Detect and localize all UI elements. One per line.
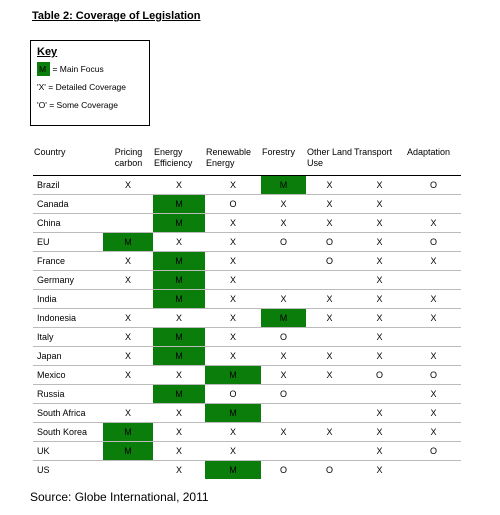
coverage-cell	[406, 195, 461, 214]
coverage-cell: O	[406, 176, 461, 195]
table-row	[33, 252, 461, 271]
table-row	[33, 328, 461, 347]
country-cell: Brazil	[33, 176, 103, 195]
key-main-focus	[37, 62, 149, 80]
coverage-cell: X	[153, 366, 205, 385]
country-cell: Italy	[33, 328, 103, 347]
source-note: Source: Globe International, 2011	[30, 490, 209, 504]
coverage-cell	[261, 442, 306, 461]
coverage-cell: M	[205, 404, 261, 423]
table-row	[33, 195, 461, 214]
coverage-cell	[103, 385, 153, 404]
coverage-cell: X	[261, 366, 306, 385]
coverage-cell: M	[153, 214, 205, 233]
coverage-cell: X	[306, 195, 353, 214]
coverage-cell	[103, 195, 153, 214]
coverage-cell: X	[353, 176, 406, 195]
col-header-renewable-energy: Renewable Energy	[205, 147, 261, 176]
coverage-cell: X	[103, 328, 153, 347]
col-header-energy-efficiency: Energy Efficiency	[153, 147, 205, 176]
col-header-pricing-carbon: Pricing carbon	[103, 147, 153, 176]
coverage-cell: X	[205, 423, 261, 442]
coverage-cell	[261, 252, 306, 271]
coverage-cell: X	[353, 195, 406, 214]
coverage-cell: X	[353, 233, 406, 252]
coverage-cell: M	[153, 195, 205, 214]
coverage-cell	[406, 328, 461, 347]
coverage-cell: O	[261, 385, 306, 404]
coverage-cell: O	[406, 442, 461, 461]
coverage-cell: M	[103, 442, 153, 461]
coverage-cell: X	[103, 404, 153, 423]
coverage-cell: X	[205, 347, 261, 366]
country-cell: Germany	[33, 271, 103, 290]
coverage-cell	[261, 271, 306, 290]
coverage-cell: X	[353, 404, 406, 423]
coverage-cell: X	[353, 328, 406, 347]
coverage-cell: X	[306, 366, 353, 385]
coverage-cell: O	[261, 233, 306, 252]
coverage-cell: M	[103, 423, 153, 442]
country-cell: Indonesia	[33, 309, 103, 328]
coverage-cell: X	[205, 442, 261, 461]
col-header-transport: Transport	[353, 147, 406, 176]
coverage-cell: X	[205, 176, 261, 195]
country-cell: Canada	[33, 195, 103, 214]
coverage-cell: X	[353, 442, 406, 461]
coverage-cell: X	[261, 423, 306, 442]
coverage-cell: X	[406, 423, 461, 442]
col-header-other-land-use: Other Land Use	[306, 147, 353, 176]
coverage-cell: X	[406, 214, 461, 233]
coverage-cell: X	[103, 252, 153, 271]
country-cell: Mexico	[33, 366, 103, 385]
country-cell: South Africa	[33, 404, 103, 423]
coverage-cell	[103, 214, 153, 233]
coverage-cell: X	[353, 347, 406, 366]
coverage-cell: X	[406, 404, 461, 423]
coverage-cell: X	[406, 347, 461, 366]
coverage-cell: X	[353, 423, 406, 442]
table-row	[33, 385, 461, 404]
coverage-cell: X	[261, 214, 306, 233]
coverage-cell: X	[103, 271, 153, 290]
country-cell: Japan	[33, 347, 103, 366]
coverage-cell: X	[153, 442, 205, 461]
coverage-cell: X	[205, 214, 261, 233]
coverage-cell: X	[261, 347, 306, 366]
coverage-cell: X	[205, 328, 261, 347]
main-focus-swatch: M	[37, 62, 50, 76]
coverage-cell	[306, 328, 353, 347]
coverage-cell: O	[261, 328, 306, 347]
coverage-cell: M	[153, 252, 205, 271]
country-cell: EU	[33, 233, 103, 252]
coverage-cell: X	[153, 233, 205, 252]
country-cell: UK	[33, 442, 103, 461]
coverage-cell: X	[153, 404, 205, 423]
coverage-cell: X	[205, 233, 261, 252]
coverage-cell	[306, 442, 353, 461]
coverage-cell: X	[103, 309, 153, 328]
coverage-cell: M	[261, 176, 306, 195]
country-cell: South Korea	[33, 423, 103, 442]
country-cell: India	[33, 290, 103, 309]
table-row	[33, 347, 461, 366]
table-row	[33, 290, 461, 309]
coverage-cell: X	[153, 176, 205, 195]
coverage-cell: X	[205, 271, 261, 290]
coverage-cell: M	[153, 271, 205, 290]
coverage-cell: M	[103, 233, 153, 252]
coverage-cell: X	[153, 423, 205, 442]
country-cell: France	[33, 252, 103, 271]
table-row	[33, 309, 461, 328]
coverage-cell: X	[406, 290, 461, 309]
coverage-cell: X	[261, 195, 306, 214]
key-box	[30, 40, 150, 126]
coverage-cell	[306, 271, 353, 290]
coverage-cell: O	[353, 366, 406, 385]
key-title: Key	[37, 46, 58, 58]
coverage-cell: X	[406, 252, 461, 271]
coverage-cell: X	[103, 366, 153, 385]
coverage-cell: O	[205, 195, 261, 214]
coverage-cell	[103, 290, 153, 309]
table-row	[33, 404, 461, 423]
coverage-cell: O	[306, 233, 353, 252]
coverage-cell: X	[306, 423, 353, 442]
header-row	[33, 147, 461, 176]
coverage-cell	[103, 461, 153, 480]
coverage-cell: O	[279, 465, 287, 475]
table-body	[33, 176, 461, 480]
coverage-cell: X	[103, 176, 153, 195]
coverage-cell: X	[353, 309, 406, 328]
table-title: Table 2: Coverage of Legislation	[32, 10, 201, 22]
coverage-cell: O	[406, 233, 461, 252]
coverage-cell: X	[205, 290, 261, 309]
coverage-cell: X	[306, 176, 353, 195]
coverage-cell: X	[261, 290, 306, 309]
coverage-cell: X	[103, 347, 153, 366]
table-row	[33, 214, 461, 233]
coverage-cell: M	[205, 366, 261, 385]
coverage-cell: O	[306, 252, 353, 271]
coverage-cell	[353, 385, 406, 404]
coverage-cell	[261, 404, 306, 423]
coverage-cell: M	[153, 290, 205, 309]
coverage-cell	[306, 404, 353, 423]
col-header-forestry: Forestry	[261, 147, 306, 176]
table-row	[33, 271, 461, 290]
coverage-cell: X	[353, 271, 406, 290]
coverage-cell: X	[205, 309, 261, 328]
coverage-cell: O	[406, 366, 461, 385]
coverage-table	[33, 147, 461, 479]
country-cell: US	[37, 465, 50, 475]
key-detailed: 'X' = Detailed Coverage	[37, 82, 127, 92]
coverage-cell: X	[205, 252, 261, 271]
coverage-cell: X	[306, 347, 353, 366]
coverage-cell: X	[306, 309, 353, 328]
table-row	[33, 233, 461, 252]
coverage-cell: M	[205, 461, 261, 480]
coverage-cell: X	[175, 465, 182, 475]
coverage-cell	[406, 461, 461, 480]
coverage-cell: M	[153, 385, 205, 404]
coverage-cell: X	[353, 214, 406, 233]
key-main-focus-text: = Main Focus	[50, 64, 104, 74]
col-header-adaptation: Adaptation	[406, 147, 461, 176]
table-row	[33, 176, 461, 195]
table-row	[33, 442, 461, 461]
col-header-country: Country	[33, 147, 103, 176]
coverage-cell: X	[406, 385, 461, 404]
key-some: 'O' = Some Coverage	[37, 100, 118, 110]
coverage-cell: X	[406, 309, 461, 328]
coverage-cell	[406, 271, 461, 290]
table-row	[33, 366, 461, 385]
coverage-cell: M	[261, 309, 306, 328]
coverage-cell: O	[325, 465, 333, 475]
country-cell: Russia	[33, 385, 103, 404]
coverage-cell: O	[205, 385, 261, 404]
coverage-cell: X	[353, 290, 406, 309]
coverage-cell	[306, 385, 353, 404]
coverage-cell: X	[376, 465, 383, 475]
coverage-cell: X	[153, 309, 205, 328]
coverage-cell: M	[153, 328, 205, 347]
table-row	[33, 423, 461, 442]
table-row	[33, 461, 461, 480]
coverage-cell: X	[306, 214, 353, 233]
country-cell: China	[33, 214, 103, 233]
coverage-cell: M	[153, 347, 205, 366]
coverage-cell: X	[306, 290, 353, 309]
coverage-cell: X	[353, 252, 406, 271]
